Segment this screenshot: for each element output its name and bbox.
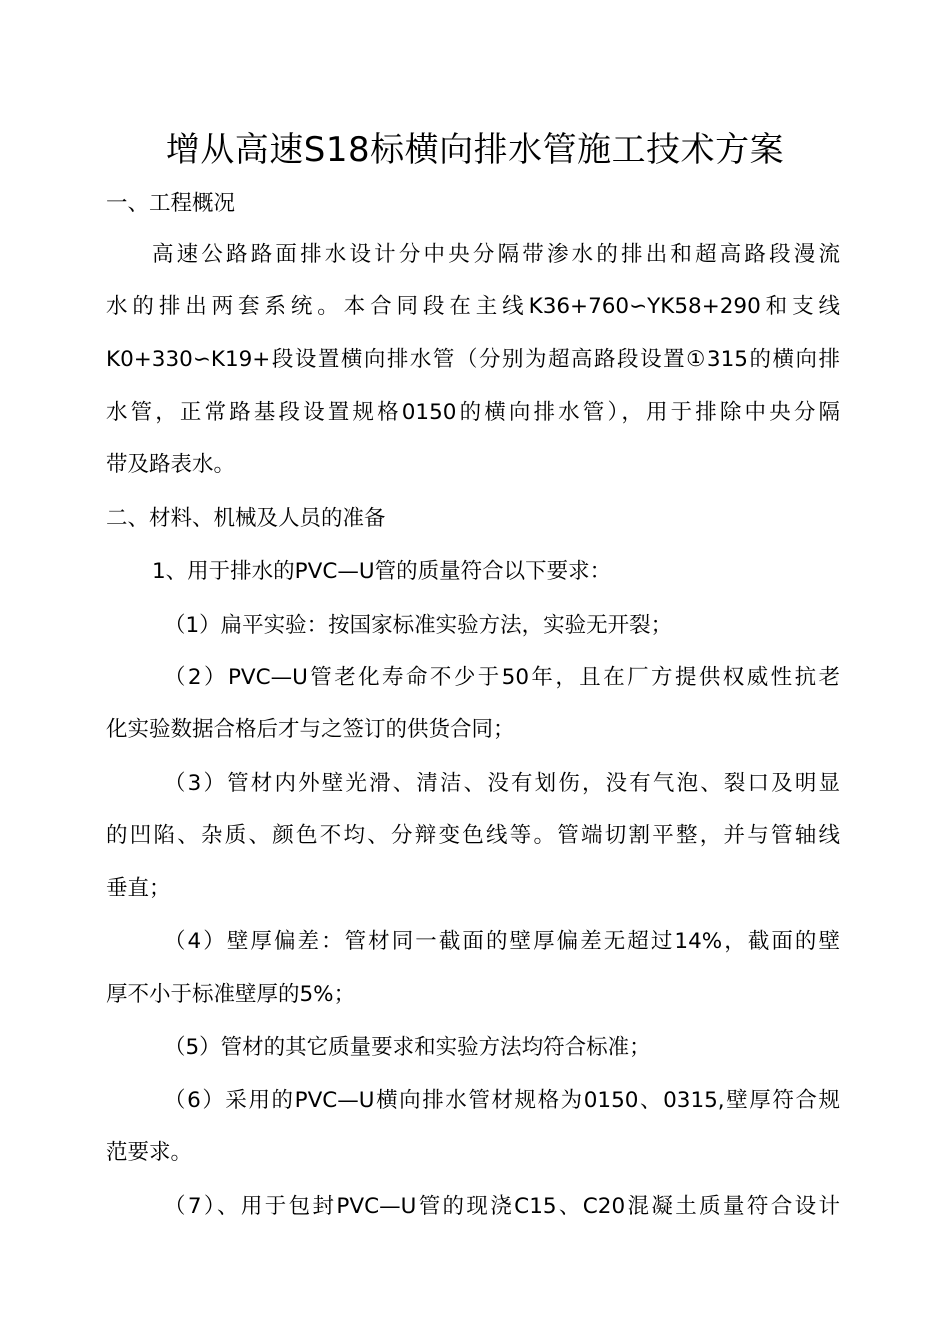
requirement-item-continuation: 范要求。 <box>106 1140 193 1165</box>
paragraph-line: K0+330∽K19+段设置横向排水管（分别为超高路段设置①315的横向排 <box>106 347 840 372</box>
requirement-item-continuation: 化实验数据合格后才与之签订的供货合同； <box>106 717 515 742</box>
requirement-item: （7）、用于包封PVC—U管的现浇C15、C20混凝土质量符合设计 <box>164 1194 840 1219</box>
requirement-item-continuation: 厚不小于标准壁厚的5%； <box>106 982 356 1007</box>
section-heading-preparation: 二、材料、机械及人员的准备 <box>106 506 386 531</box>
requirement-item-continuation: 垂直； <box>106 876 171 901</box>
paragraph-line: 带及路表水。 <box>106 452 236 477</box>
paragraph-line: 水的排出两套系统。本合同段在主线K36+760∽YK58+290和支线 <box>106 294 840 319</box>
requirement-item-continuation: 的凹陷、杂质、颜色不均、分辩变色线等。管端切割平整，并与管轴线 <box>106 823 840 848</box>
item-heading: 1、用于排水的PVC—U管的质量符合以下要求： <box>152 559 612 584</box>
requirement-item: （3）管材内外壁光滑、清洁、没有划伤，没有气泡、裂口及明显 <box>164 771 840 796</box>
requirement-item: （5）管材的其它质量要求和实验方法均符合标准； <box>164 1035 651 1060</box>
section-heading-overview: 一、工程概况 <box>106 191 236 216</box>
requirement-item: （6）采用的PVC—U横向排水管材规格为0150、0315,壁厚符合规 <box>164 1088 840 1113</box>
requirement-item: （4）壁厚偏差：管材同一截面的壁厚偏差无超过14%，截面的壁 <box>164 929 840 954</box>
requirement-item: （1）扁平实验：按国家标准实验方法，实验无开裂； <box>164 613 673 638</box>
paragraph-line: 高速公路路面排水设计分中央分隔带渗水的排出和超高路段漫流 <box>152 242 840 267</box>
requirement-item: （2）PVC—U管老化寿命不少于50年，且在厂方提供权威性抗老 <box>164 665 840 690</box>
document-title: 增从高速S18标横向排水管施工技术方案 <box>165 130 785 170</box>
paragraph-line: 水管，正常路基段设置规格0150的横向排水管），用于排除中央分隔 <box>106 400 840 425</box>
